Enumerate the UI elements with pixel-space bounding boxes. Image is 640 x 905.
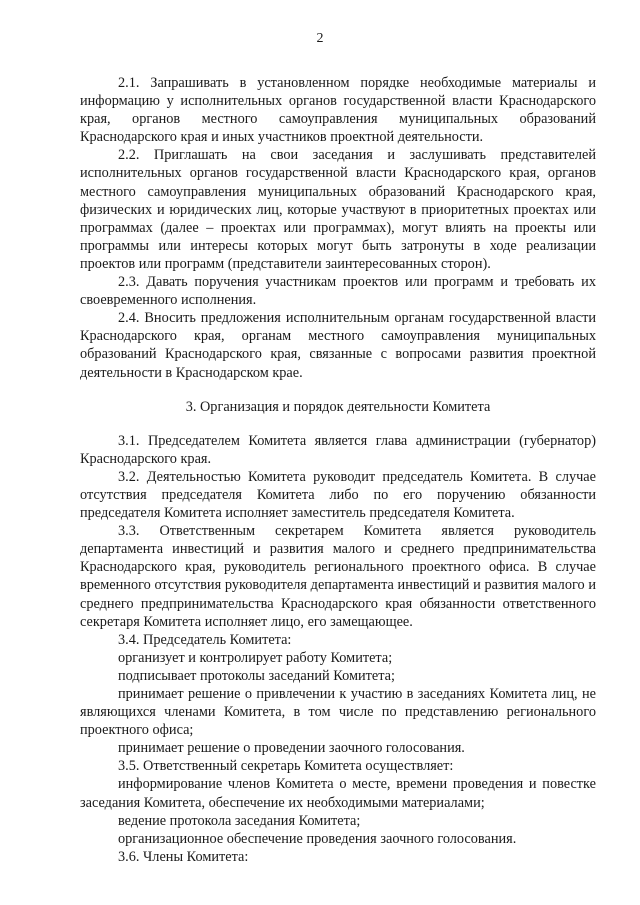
paragraph-3-1: 3.1. Председателем Комитета является глава администрации (губернатор) Краснодарского края. [80, 432, 596, 467]
secretary-duty-1: информирование членов Комитета о месте, времени проведения и повестке заседания Комитета, обеспечение их необходимыми материалами; [80, 776, 596, 811]
paragraph-3-6: 3.6. Члены Комитета: [118, 848, 249, 865]
paragraph-3-3: 3.3. Ответственным секретарем Комитета является руководитель департамента инвестиций и развития малого и среднего предпринимательства Краснодарского края, руководитель регионального проектного офиса. В случае временного отсутствия руководителя департамента инвестиций и развития малого и среднего предпринимательства Краснодарского края обязанности ответственного секретаря Комитета исполняет лицо, его замещающее. [80, 523, 596, 630]
paragraph-2-1: 2.1. Запрашивать в установленном порядке необходимые материалы и информацию у исполнительных органов государственной власти Краснодарского края, органов местного самоуправления муниципальных образований Краснодарского края и иных участников проектной деятельности. [80, 75, 596, 146]
page-number: 2 [316, 31, 324, 46]
chairman-duty-2: подписывает протоколы заседаний Комитета; [118, 667, 396, 684]
secretary-duty-3: организационное обеспечение проведения заочного голосования. [118, 830, 517, 847]
paragraph-3-4: 3.4. Председатель Комитета: [118, 631, 292, 648]
paragraph-2-3: 2.3. Давать поручения участникам проектов или программ и требовать их своевременного исполнения. [80, 274, 596, 309]
paragraph-2-2: 2.2. Приглашать на свои заседания и заслушивать представителей исполнительных органов государственной власти Краснодарского края, органов местного самоуправления муниципальных образований Краснодарского края, физических и юридических лиц, которые участвуют в приоритетных проектах или программах (далее – проектах или программах), могут влиять на проекты или программы или интересы которых могут быть затронуты в ходе реализации проектов или программ (представители заинтересованных сторон). [80, 147, 596, 272]
paragraph-3-2: 3.2. Деятельностью Комитета руководит председатель Комитета. В случае отсутствия председателя Комитета либо по его поручению обязанности председателя Комитета исполняет заместитель председателя Комитета. [80, 468, 596, 522]
chairman-duty-1: организует и контролирует работу Комитета; [118, 649, 393, 666]
paragraph-2-4: 2.4. Вносить предложения исполнительным органам государственной власти Краснодарского края, органам местного самоуправления муниципальных образований Краснодарского края, связанные с вопросами развития проектной деятельности в Краснодарском крае. [80, 310, 596, 381]
paragraph-3-5: 3.5. Ответственный секретарь Комитета осуществляет: [118, 758, 454, 775]
chairman-duty-3: принимает решение о привлечении к участию в заседаниях Комитета лиц, не являющихся членами Комитета, в том числе по представлению регионального проектного офиса; [80, 686, 596, 739]
document-body [80, 74, 596, 866]
chairman-duty-4: принимает решение о проведении заочного голосования. [118, 740, 465, 757]
secretary-duty-2: ведение протокола заседания Комитета; [118, 812, 361, 829]
section-3-heading: 3. Организация и порядок деятельности Комитета [185, 398, 491, 415]
